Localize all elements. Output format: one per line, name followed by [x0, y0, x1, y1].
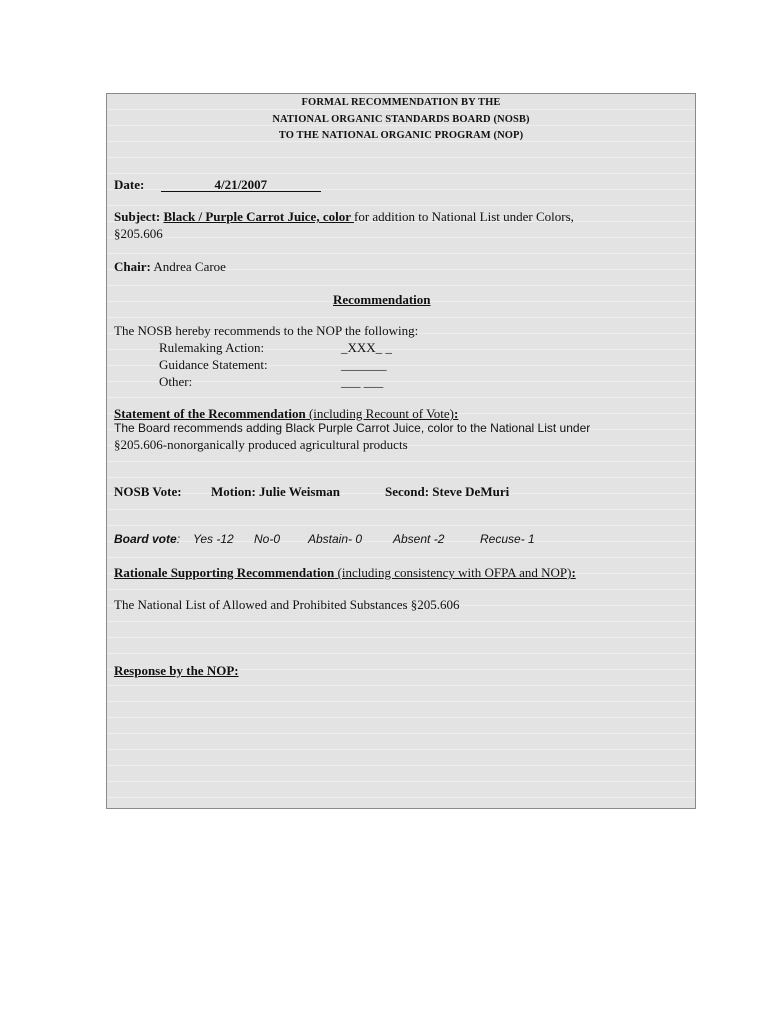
chair-value: Andrea Caroe: [153, 259, 226, 274]
rationale-text: The National List of Allowed and Prohibited Substances §205.606: [114, 597, 460, 612]
motion-text: Motion: Julie Weisman: [211, 484, 341, 499]
subject-row: [114, 209, 574, 225]
action-label-other: Other:: [159, 374, 193, 389]
chair-label: Chair:: [114, 259, 151, 274]
statement-line-2: §205.606-nonorganically produced agricultural products: [114, 437, 408, 452]
header-line-3: TO THE NATIONAL ORGANIC PROGRAM (NOP): [278, 130, 524, 141]
header-line-2: NATIONAL ORGANIC STANDARDS BOARD (NOSB): [272, 114, 530, 125]
board-vote-row: [114, 532, 180, 546]
rationale-colon: :: [571, 565, 576, 580]
intro-text: The NOSB hereby recommends to the NOP the following:: [114, 323, 419, 338]
rationale-heading-row: [114, 565, 576, 581]
statement-heading-row: [114, 406, 458, 422]
action-label-guidance: Guidance Statement:: [159, 357, 268, 372]
subject-line-2: §205.606: [114, 226, 163, 241]
board-vote-recuse: Recuse- 1: [480, 532, 535, 546]
rationale-heading: Rationale Supporting Recommendation: [114, 565, 335, 580]
action-mark-guidance: _______: [341, 357, 387, 372]
statement-line-1: The Board recommends adding Black Purple Carrot Juice, color to the National List under: [114, 421, 591, 435]
board-vote-colon: :: [176, 532, 181, 546]
rationale-paren: (including consistency with OFPA and NOP): [334, 565, 572, 580]
header-line-1: FORMAL RECOMMENDATION BY THE: [301, 97, 501, 108]
date-value: 4/21/2007: [161, 178, 321, 192]
recommendation-form: [106, 93, 696, 809]
date-label: Date:: [114, 177, 145, 192]
board-vote-yes: Yes -12: [193, 532, 234, 546]
action-mark-other: ___ ___: [341, 374, 384, 389]
date-row: [114, 177, 321, 193]
board-vote-label: Board vote: [114, 532, 177, 546]
board-vote-no: No-0: [254, 532, 281, 546]
subject-title: Black / Purple Carrot Juice, color: [163, 209, 354, 224]
subject-rest: for addition to National List under Colors,: [354, 209, 574, 224]
recommendation-heading: Recommendation: [333, 292, 431, 307]
chair-row: [114, 259, 226, 275]
subject-label: Subject:: [114, 209, 161, 224]
board-vote-absent: Absent -2: [393, 532, 445, 546]
second-text: Second: Steve DeMuri: [385, 484, 510, 499]
action-mark-rulemaking: _XXX_ _: [341, 340, 392, 355]
statement-colon: :: [454, 406, 459, 421]
statement-heading: Statement of the Recommendation: [114, 406, 306, 421]
nosb-vote-label: NOSB Vote:: [114, 484, 182, 499]
action-label-rulemaking: Rulemaking Action:: [159, 340, 265, 355]
response-heading: Response by the NOP:: [114, 663, 239, 678]
board-vote-abstain: Abstain- 0: [308, 532, 363, 546]
statement-paren: (including Recount of Vote): [305, 406, 454, 421]
